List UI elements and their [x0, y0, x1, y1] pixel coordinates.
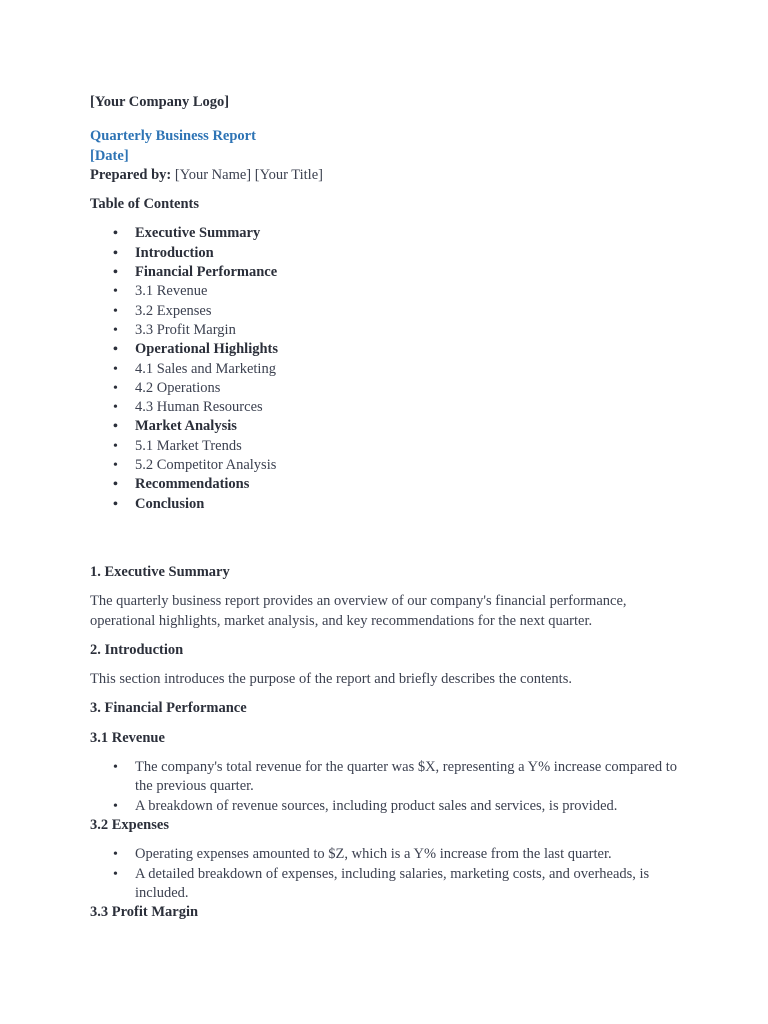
revenue-heading: 3.1 Revenue [90, 729, 165, 746]
toc-item: • 4.1 Sales and Marketing [135, 360, 690, 379]
toc-item: • Market Analysis [135, 417, 690, 436]
toc-item: • 3.3 Profit Margin [135, 321, 690, 340]
list-item: • The company's total revenue for the quarter was $X, representing a Y% increase compared to the previous quarter. [135, 758, 690, 797]
expenses-list [90, 845, 690, 903]
toc-item: • 4.2 Operations [135, 379, 690, 398]
toc-item: • Operational Highlights [135, 340, 690, 359]
list-item: • A breakdown of revenue sources, including product sales and services, is provided. [135, 797, 690, 816]
toc-item: • 3.1 Revenue [135, 282, 690, 301]
toc-item: • 5.1 Market Trends [135, 437, 690, 456]
introduction-text: This section introduces the purpose of the report and briefly describes the contents. [90, 671, 572, 688]
toc-heading: Table of Contents [90, 196, 200, 213]
prepared-by-value: [Your Name] [Your Title] [171, 166, 323, 183]
toc-item: • Recommendations [135, 475, 690, 494]
report-date: [Date] [90, 147, 129, 164]
toc-item: • Conclusion [135, 495, 690, 514]
report-title: Quarterly Business Report [90, 128, 256, 145]
table-of-contents [90, 224, 690, 513]
toc-item: • Introduction [135, 244, 690, 263]
toc-item: • 4.3 Human Resources [135, 398, 690, 417]
prepared-by-line [90, 166, 690, 185]
revenue-list [90, 758, 690, 816]
toc-item: • 3.2 Expenses [135, 302, 690, 321]
list-item: • Operating expenses amounted to $Z, which is a Y% increase from the last quarter. [135, 845, 690, 864]
profit-margin-heading: 3.3 Profit Margin [90, 904, 199, 921]
list-item: • A detailed breakdown of expenses, including salaries, marketing costs, and overheads, is included. [135, 865, 690, 904]
executive-summary-heading: 1. Executive Summary [90, 563, 230, 580]
expenses-heading: 3.2 Expenses [90, 816, 169, 833]
introduction-heading: 2. Introduction [90, 641, 184, 658]
document-page [90, 93, 690, 932]
toc-item: • Financial Performance [135, 263, 690, 282]
financial-performance-heading: 3. Financial Performance [90, 700, 247, 717]
executive-summary-text: The quarterly business report provides an overview of our company's financial performance, operational highlights, market analysis, and key recommendations for the next quarter. [90, 593, 627, 629]
company-logo-placeholder: [Your Company Logo] [90, 94, 230, 110]
toc-item: • Executive Summary [135, 224, 690, 243]
toc-item: • 5.2 Competitor Analysis [135, 456, 690, 475]
prepared-by-label: Prepared by: [90, 166, 172, 183]
